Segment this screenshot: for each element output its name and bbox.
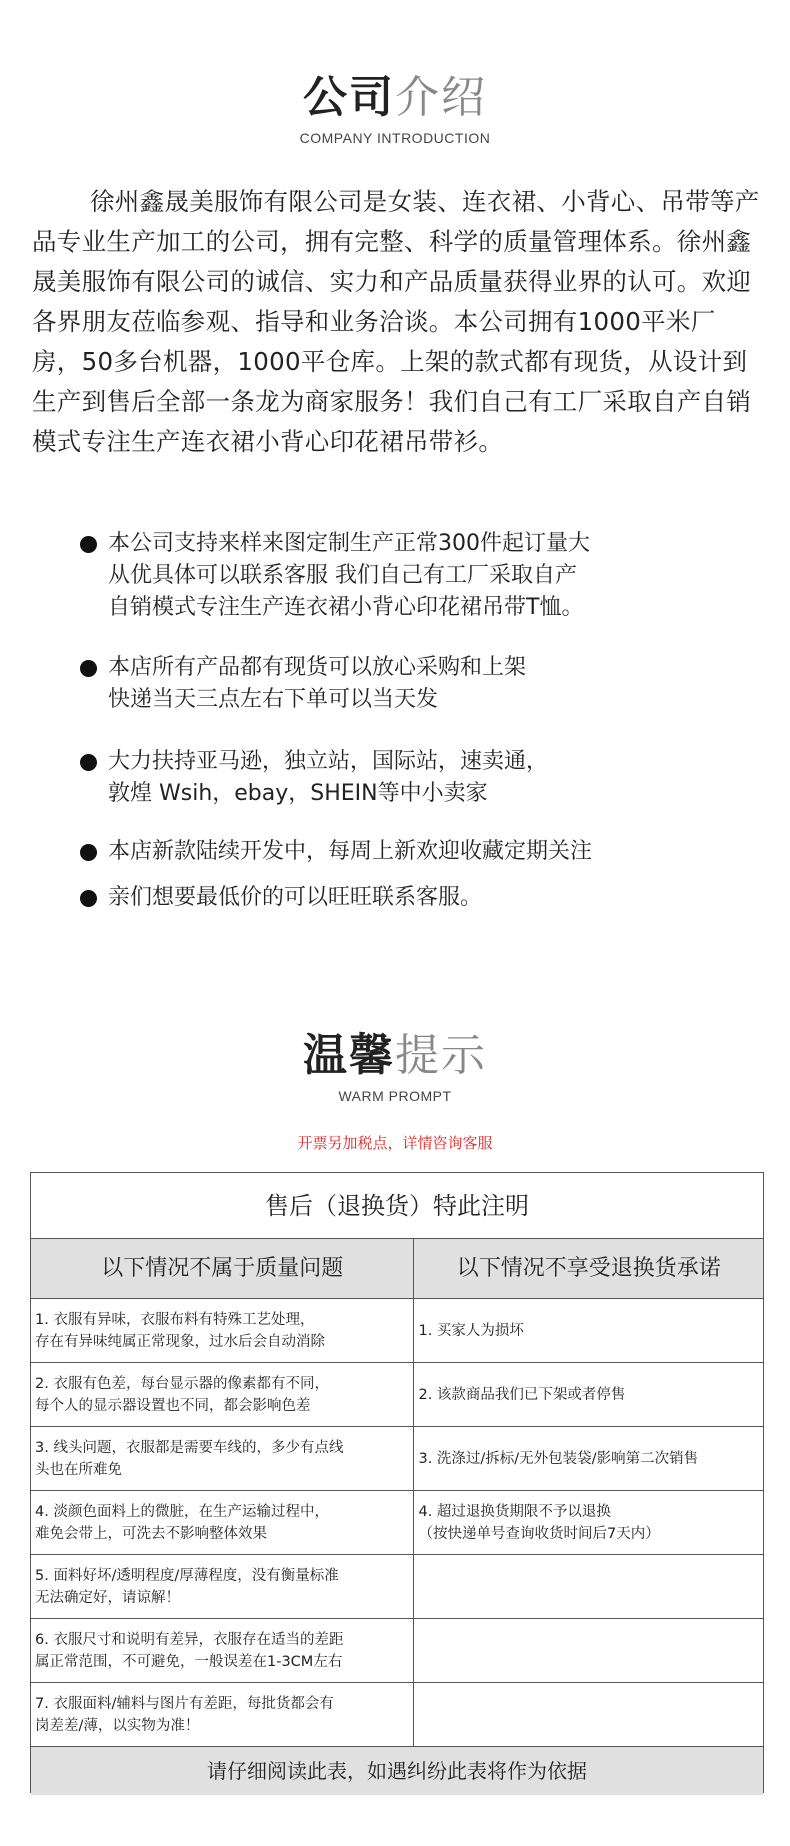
table-cell-right [414,1299,763,1362]
bullet-item [80,746,740,810]
bullet-item [80,836,740,868]
intro-bullet-list [80,528,740,914]
warm-prompt-subtitle: WARM PROMPT [338,1088,452,1104]
company-intro-title-bold: 公司 [303,72,395,123]
bullet-line: 敦煌 Wsih，ebay，SHEIN等中小卖家 [108,781,488,806]
table-cell-left [31,1427,414,1490]
cell-line: 岗差差/薄，以实物为准！ [35,1717,200,1734]
table-row [31,1299,763,1363]
company-intro-paragraph: 徐州鑫晟美服饰有限公司是女装、连衣裙、小背心、吊带等产品专业生产加工的公司，拥有完整、科学的质量管理体系。徐州鑫晟美服饰有限公司的诚信、实力和产品质量获得业界的认可。欢迎各界朋友莅临参观、指导和业务洽谈。本公司拥有1000平米厂房，50多台机器，1000平仓库。上架的款式都有现货，从设计到生产到售后全部一条龙为商家服务！我们自己有工厂采取自产自销模式专注生产连衣裙小背心印花裙吊带衫。 [32,187,760,456]
bullet-item [80,528,740,624]
cell-line: 6. 衣服尺寸和说明有差异，衣服存在适当的差距 [35,1631,344,1648]
bullet-dot-icon [80,890,97,907]
warm-prompt-title-light: 提示 [395,1030,487,1081]
bullet-line: 快递当天三点左右下单可以当天发 [108,687,439,712]
table-cell-right [414,1427,763,1490]
table-row [31,1427,763,1491]
bullet-line: 自销模式专注生产连衣裙小背心印花裙吊带T恤。 [108,595,584,620]
bullet-dot-icon [80,536,97,553]
cell-line: （按快递单号查询收货时间后7天内） [418,1525,660,1542]
table-cell-right [414,1683,763,1746]
cell-line: 3. 洗涤过/拆标/无外包装袋/影响第二次销售 [418,1450,699,1467]
cell-line: 1. 买家人为损坏 [418,1322,524,1339]
cell-line: 4. 淡颜色面料上的微脏，在生产运输过程中， [35,1503,329,1520]
table-cell-right [414,1491,763,1554]
bullet-dot-icon [80,660,97,677]
cell-line: 7. 衣服面料/辅料与图片有差距，每批货都会有 [35,1695,334,1712]
table-cell-left [31,1619,414,1682]
cell-line: 1. 衣服有异味，衣服布料有特殊工艺处理， [35,1311,315,1328]
cell-line: 头也在所难免 [35,1461,122,1478]
cell-line: 属正常范围，不可避免，一般误差在1-3CM左右 [35,1653,343,1670]
company-intro-title [0,72,790,124]
table-cell-left [31,1491,414,1554]
table-cell-left [31,1555,414,1618]
table-cell-left [31,1683,414,1746]
table-cell-right [414,1363,763,1426]
table-cell-left [31,1363,414,1426]
company-intro-header [0,72,790,146]
cell-line: 每个人的显示器设置也不同，都会影响色差 [35,1397,311,1414]
table-row [31,1363,763,1427]
bullet-line: 大力扶持亚马逊，独立站，国际站，速卖通， [108,749,549,774]
bullet-line: 亲们想要最低价的可以旺旺联系客服。 [108,885,483,910]
col-header-not-quality-issue: 以下情况不属于质量问题 [31,1239,414,1298]
cell-line: 4. 超过退换货期限不予以退换 [418,1503,611,1520]
cell-line: 5. 面料好坏/透明程度/厚薄程度，没有衡量标准 [35,1567,339,1584]
table-cell-right [414,1555,763,1618]
warm-prompt-header [0,1030,790,1104]
bullet-line: 本公司支持来样来图定制生产正常300件起订量大 [108,531,590,556]
bullet-line: 本店新款陆续开发中，每周上新欢迎收藏定期关注 [108,839,593,864]
cell-line: 无法确定好，请谅解！ [35,1589,180,1606]
warm-prompt-title [0,1030,790,1082]
cell-line: 2. 衣服有色差，每台显示器的像素都有不同， [35,1375,329,1392]
company-intro-subtitle: COMPANY INTRODUCTION [299,130,491,146]
company-intro-title-light: 介绍 [395,72,487,123]
cell-line: 难免会带上，可洗去不影响整体效果 [35,1525,267,1542]
table-cell-right [414,1619,763,1682]
table-row [31,1491,763,1555]
table-row [31,1555,763,1619]
col-header-no-return: 以下情况不享受退换货承诺 [456,1256,721,1281]
cell-line: 3. 线头问题，衣服都是需要车线的，多少有点线 [35,1439,344,1456]
cell-line: 2. 该款商品我们已下架或者停售 [418,1386,626,1403]
bullet-item [80,652,740,716]
bullet-line: 从优具体可以联系客服 我们自己有工厂采取自产 [108,563,577,588]
tax-note: 开票另加税点，详情咨询客服 [297,1134,493,1152]
bullet-line: 本店所有产品都有现货可以放心采购和上架 [108,655,527,680]
policy-heading: 售后（退换货）特此注明 [31,1173,763,1239]
cell-line: 存在有异味纯属正常现象，过水后会自动消除 [35,1333,325,1350]
policy-footer: 请仔细阅读此表，如遇纠纷此表将作为依据 [31,1747,763,1795]
bullet-item [80,882,740,914]
bullet-dot-icon [80,844,97,861]
policy-column-headers [31,1239,763,1299]
warm-prompt-title-bold: 温馨 [303,1030,395,1081]
table-cell-left [31,1299,414,1362]
after-sales-policy-table [30,1172,764,1793]
bullet-dot-icon [80,754,97,771]
table-row [31,1619,763,1683]
table-row [31,1683,763,1747]
